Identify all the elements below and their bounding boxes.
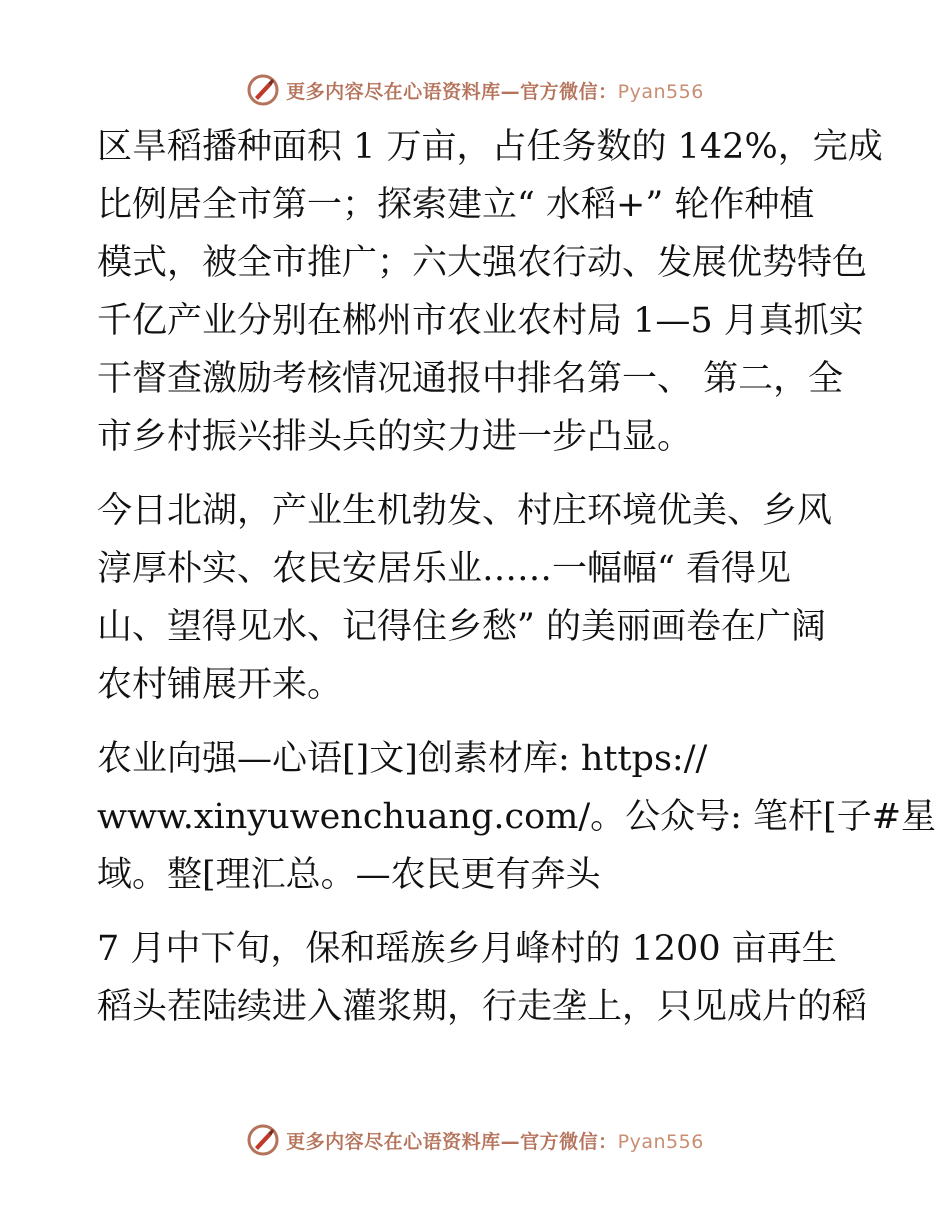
text-line: 千亿产业分别在郴州市农业农村局 1—5 月真抓实 xyxy=(97,301,864,341)
text-line: 区旱稻播种面积 1 万亩，占任务数的 142%，完成 xyxy=(97,127,883,167)
text-line: 农村铺展开来。 xyxy=(97,665,343,705)
paragraph-4 xyxy=(97,920,868,1036)
footer-watermark xyxy=(0,1120,950,1160)
text-line: 淳厚朴实、农民安居乐业……一幅幅“ 看得见 xyxy=(97,549,792,589)
text-line: 稻头茬陆续进入灌浆期，行走垄上，只见成片的稻 xyxy=(97,987,868,1027)
text-line: 今日北湖，产业生机勃发、村庄环境优美、乡风 xyxy=(97,491,833,531)
footer-watermark-text: 更多内容尽在心语资料库—官方微信：Pyan556 xyxy=(286,1130,704,1153)
document-body xyxy=(97,118,937,1036)
text-line: 域。整[理汇总。—农民更有奔头 xyxy=(97,855,601,895)
paragraph-3 xyxy=(97,730,937,904)
text-line: www.xinyuwenchuang.com/。公众号: 笔杆[子#星 xyxy=(97,797,937,837)
text-line: 干督查激励考核情况通报中排名第一、 第二，全 xyxy=(97,359,844,399)
paragraph-2 xyxy=(97,482,857,714)
text-line: 山、望得见水、记得住乡愁” 的美丽画卷在广阔 xyxy=(97,607,827,647)
text-line: 市乡村振兴排头兵的实力进一步凸显。 xyxy=(97,417,693,457)
pen-logo-icon xyxy=(246,1123,280,1157)
text-line: 比例居全市第一；探索建立“ 水稻+” 轮作种植 xyxy=(97,185,815,225)
header-watermark xyxy=(0,70,950,110)
paragraph-1 xyxy=(97,118,883,466)
text-line: 7 月中下旬，保和瑶族乡月峰村的 1200 亩再生 xyxy=(97,929,837,969)
header-watermark-text: 更多内容尽在心语资料库—官方微信：Pyan556 xyxy=(286,80,704,103)
text-line: 模式，被全市推广；六大强农行动、发展优势特色 xyxy=(97,243,868,283)
text-line: 农业向强—心语[]文]创素材库: https:// xyxy=(97,739,708,779)
pen-logo-icon xyxy=(246,73,280,107)
